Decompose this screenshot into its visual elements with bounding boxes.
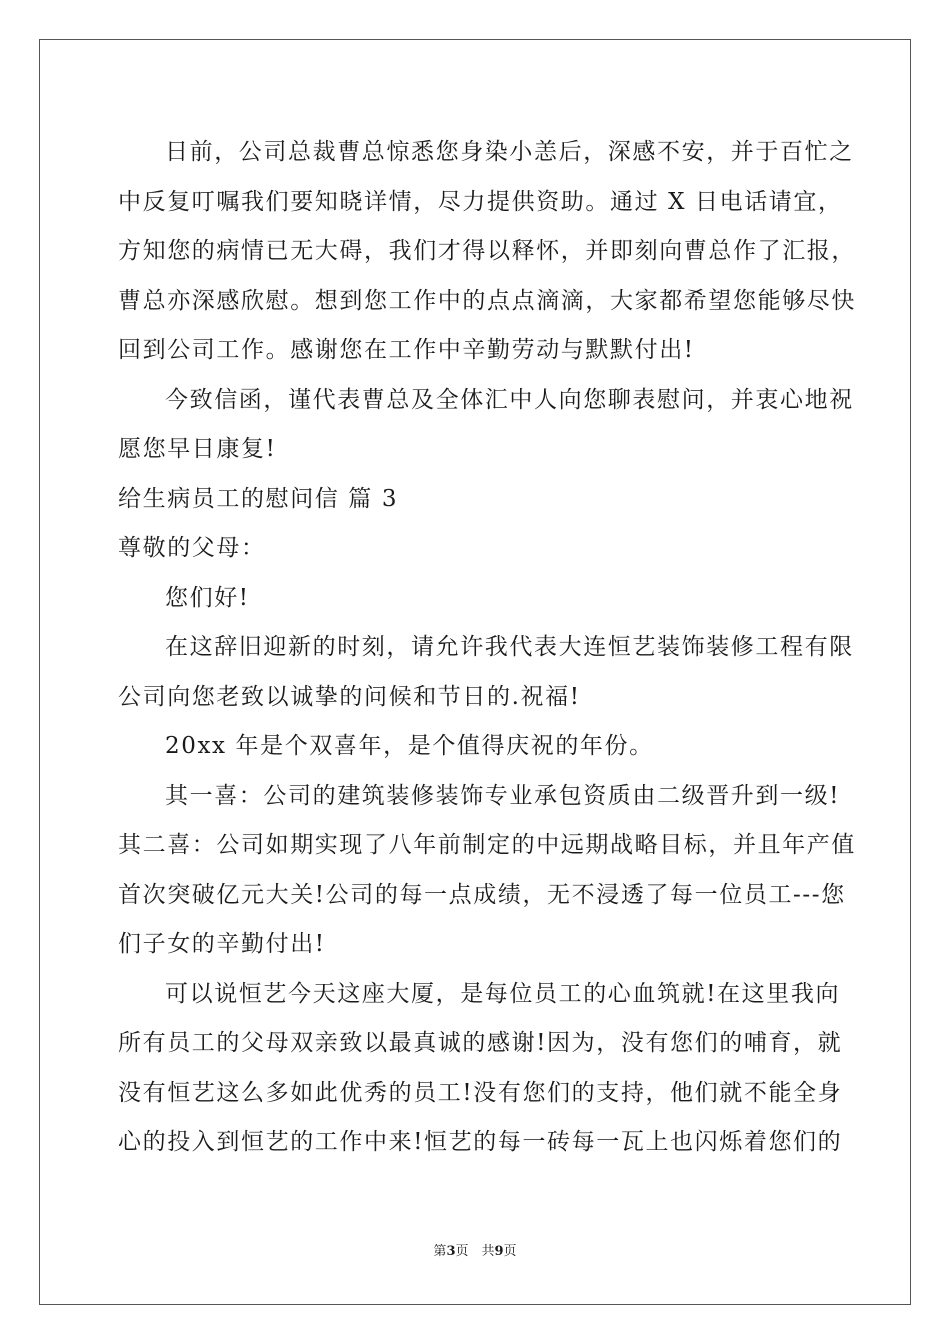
paragraph-line: 其二喜：公司如期实现了八年前制定的中远期战略目标，并且年产值 (118, 832, 856, 858)
paragraph-line: 20xx 年是个双喜年，是个值得庆祝的年份。 (165, 733, 654, 759)
total-pages-number: 9 (494, 1244, 504, 1259)
paragraph-line: 曹总亦深感欣慰。想到您工作中的点点滴滴，大家都希望您能够尽快 (118, 287, 856, 314)
paragraph-line: 方知您的病情已无大碍，我们才得以释怀，并即刻向曹总作了汇报， (118, 238, 856, 264)
paragraph-line: 心的投入到恒艺的工作中来!恒艺的每一砖每一瓦上也闪烁着您们的 (118, 1129, 843, 1155)
paragraph-line: 们子女的辛勤付出! (118, 931, 326, 957)
paragraph-line: 今致信函，谨代表曹总及全体汇中人向您聊表慰问，并衷心地祝 (165, 386, 854, 413)
footer-prefix: 第 (433, 1244, 447, 1259)
paragraph-line: 中反复叮嘱我们要知晓详情，尽力提供资助。通过 X 日电话请宜， (118, 188, 843, 215)
footer-mid: 页 共 (455, 1244, 495, 1259)
paragraph-line: 在这辞旧迎新的时刻，请允许我代表大连恒艺装饰装修工程有限 (165, 634, 854, 660)
current-page-number: 3 (446, 1244, 456, 1259)
section-heading: 给生病员工的慰问信 篇 3 (118, 485, 399, 512)
paragraph-line: 可以说恒艺今天这座大厦，是每位员工的心血筑就!在这里我向 (165, 980, 841, 1007)
paragraph-line: 没有恒艺这么多如此优秀的员工!没有您们的支持，他们就不能全身 (118, 1079, 843, 1106)
paragraph-line: 其一喜：公司的建筑装修装饰专业承包资质由二级晋升到一级! (165, 782, 841, 809)
salutation: 尊敬的父母： (118, 535, 266, 561)
document-body (118, 128, 856, 1168)
paragraph-line: 愿您早日康复! (118, 436, 277, 462)
paragraph-line: 首次突破亿元大关!公司的每一点成绩，无不浸透了每一位员工---您 (118, 881, 846, 908)
paragraph-line: 所有员工的父母双亲致以最真诚的感谢!因为，没有您们的哺育，就 (118, 1030, 843, 1056)
paragraph-line: 日前，公司总裁曹总惊悉您身染小恙后，深感不安，并于百忙之 (165, 139, 854, 165)
footer-suffix: 页 (503, 1244, 517, 1259)
paragraph-line: 公司向您老致以诚挚的问候和节日的.祝福! (118, 683, 581, 710)
greeting: 您们好! (165, 584, 250, 611)
page-footer (0, 1240, 950, 1259)
paragraph-line: 回到公司工作。感谢您在工作中辛勤劳动与默默付出! (118, 337, 695, 363)
